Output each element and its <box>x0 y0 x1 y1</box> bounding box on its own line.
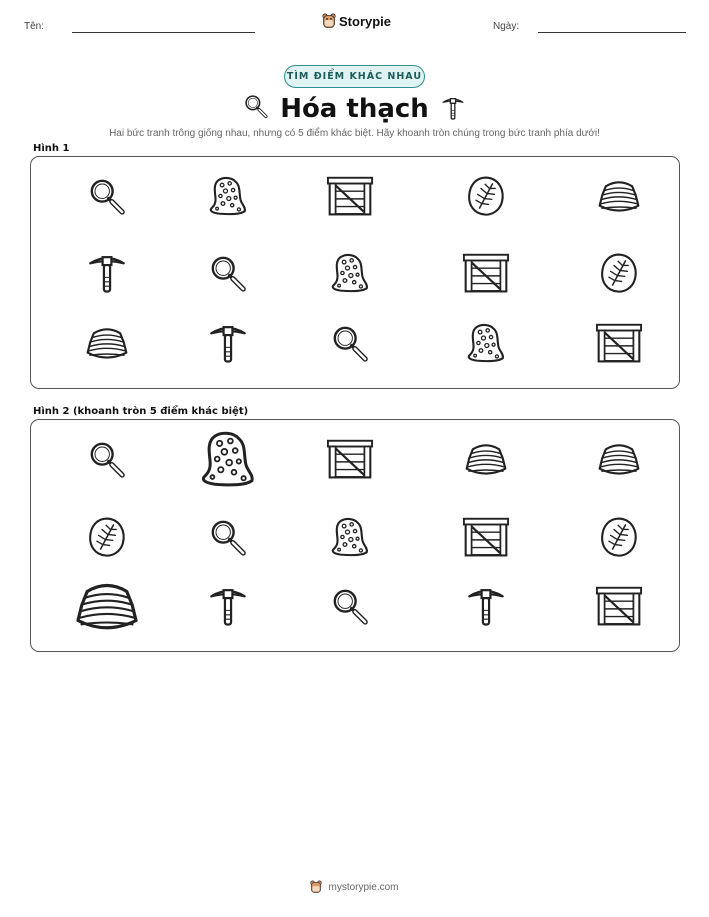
leaf-icon[interactable] <box>465 175 507 217</box>
leaf-icon[interactable] <box>86 516 128 558</box>
stone-icon[interactable] <box>597 174 641 218</box>
crate-icon[interactable] <box>462 249 510 297</box>
name-label: Tên: <box>24 21 45 32</box>
pickaxe-icon[interactable] <box>206 321 250 365</box>
fossil-icon[interactable] <box>465 322 507 364</box>
stone-icon[interactable] <box>597 437 641 481</box>
fossil-icon[interactable] <box>198 429 258 489</box>
magnifier-icon[interactable] <box>330 323 370 363</box>
crate-icon[interactable] <box>462 513 510 561</box>
panel1-label: Hình 1 <box>33 143 70 154</box>
instructions: Hai bức tranh trông giống nhau, nhưng có 5 điểm khác biệt. Hãy khoanh tròn chúng trong bức tranh phía dưới! <box>109 128 600 139</box>
crate-icon[interactable] <box>595 582 643 630</box>
fossil-icon[interactable] <box>207 175 249 217</box>
crate-icon[interactable] <box>326 172 374 220</box>
footer-url: mystorypie.com <box>328 881 399 893</box>
pickaxe-icon[interactable] <box>85 251 129 295</box>
fossil-icon[interactable] <box>329 516 371 558</box>
stone-icon[interactable] <box>85 321 129 365</box>
leaf-icon[interactable] <box>598 516 640 558</box>
magnifier-icon[interactable] <box>208 253 248 293</box>
crate-icon[interactable] <box>595 319 643 367</box>
date-label: Ngày: <box>493 21 520 32</box>
footer <box>0 880 709 894</box>
magnifier-icon[interactable] <box>87 176 127 216</box>
fossil-icon[interactable] <box>329 252 371 294</box>
pickaxe-icon[interactable] <box>464 584 508 628</box>
page-title: Hóa thạch <box>280 94 429 124</box>
magnifier-icon[interactable] <box>87 439 127 479</box>
stone-icon[interactable] <box>464 437 508 481</box>
panel2-label: Hình 2 (khoanh tròn 5 điểm khác biệt) <box>33 406 249 417</box>
magnifier-icon[interactable] <box>330 586 370 626</box>
activity-badge: TÌM ĐIỂM KHÁC NHAU <box>284 65 425 88</box>
brand-name: Storypie <box>339 13 392 29</box>
leaf-icon[interactable] <box>598 252 640 294</box>
stone-icon[interactable] <box>74 573 140 639</box>
bear-mascot-icon <box>310 880 322 894</box>
pickaxe-icon[interactable] <box>206 584 250 628</box>
magnifier-icon[interactable] <box>208 517 248 557</box>
crate-icon[interactable] <box>326 435 374 483</box>
